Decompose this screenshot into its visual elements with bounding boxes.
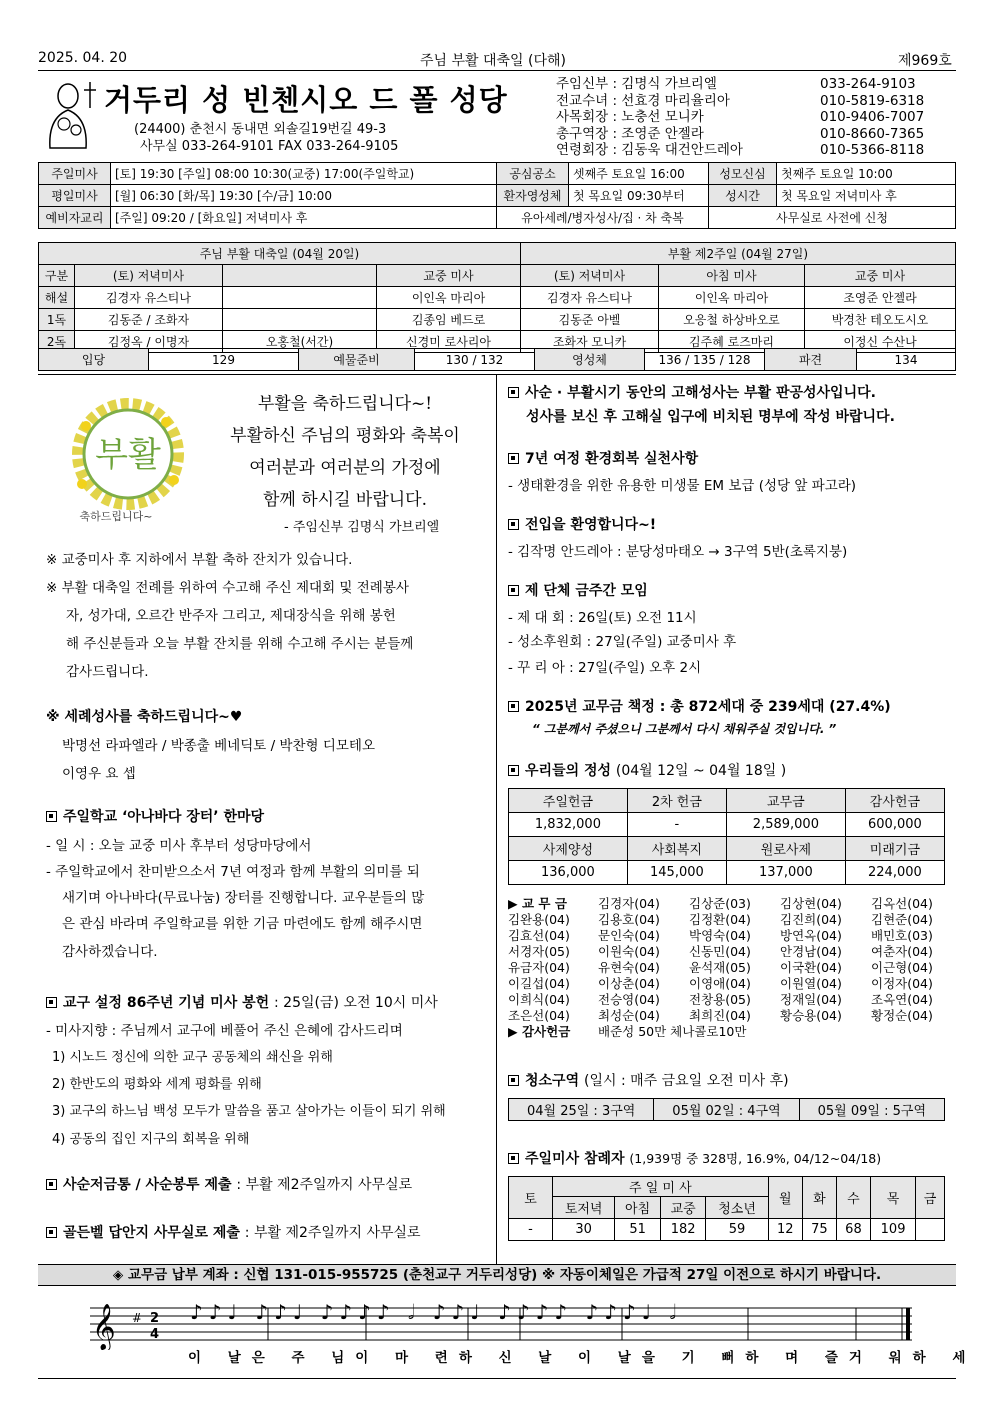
offering-table: 주일헌금 2차 헌금 교무금 감사헌금 1,832,000 - 2,589,000 600,000 사제양성 사회복지 원로사제 미래기금 136,000 145,000 137,000 224,000 — [508, 788, 945, 885]
baptism-title: ※ 세례성사를 축하드립니다~♥ — [46, 709, 243, 725]
confession-notice: 사순 · 부활시기 동안의 고해성사는 부활 판공성사입니다. — [508, 382, 876, 402]
staff-list — [556, 76, 924, 159]
mass-schedule-table: 주일미사 [토] 19:30 [주일] 08:00 10:30(교중) 17:00(주일학교) 공심공소 셋째주 토요일 16:00 성모신심 첫째주 토요일 10:00 평일미사 [월] 06:30 [화/목] 19:30 [수/금] 10:00 환자영성체 첫 목요일 09:30부터 성시간 첫 목요일 저녁미사 후 예비자교리 [주일] 09:20 / [화요일] 저녁미사 후 유아세례/병자성사/집 · 차 축복 사무실로 사전에 신청 — [38, 162, 956, 229]
school-title: 주일학교 ‘아나바다 장터’ 한마당 — [46, 806, 264, 826]
staff-row: 사목회장 : 노충선 모니카 010-9406-7007 — [556, 109, 925, 125]
anniversary-title: 교구 설정 86주년 기념 미사 봉헌 : 25일(금) 오전 10시 미사 — [46, 992, 438, 1012]
parish-name: 거두리 성 빈첸시오 드 폴 성당 — [104, 83, 508, 117]
music-notes: ♪♪♩ ♪♪♩ ♪♪♪♪ 𝅗𝅥 ♪♪♩ ♪♪♪♪ ♪♪♪♩ 𝅗𝅥 — [190, 1300, 682, 1324]
staff-row: 전교수녀 : 선효경 마리율리아 010-5819-6318 — [556, 92, 925, 109]
staff-row: 연령회장 : 김동욱 대건안드레아 010-5366-8118 — [556, 142, 925, 158]
svg-text:#: # — [132, 1311, 143, 1325]
hymn-lyrics: 이 날은 주 님이 마 련하 신 날 이 날을 기 뻐하 며 즐거 워하 세 — [188, 1350, 977, 1366]
lent-title: 사순저금통 / 사순봉투 제출 : 부활 제2주일까지 사무실로 — [46, 1174, 412, 1194]
attendance-title: 주일미사 참례자 (1,939명 중 328명, 16.9%, 04/12~04/18) — [508, 1148, 881, 1168]
staff-row: 총구역장 : 조영준 안젤라 010-8660-7365 — [556, 125, 925, 142]
dues-title: 2025년 교무금 책정 : 총 872세대 중 239세대 (27.4%) — [508, 696, 891, 716]
easter-greeting: 부활을 축하드립니다~! 부활하신 주님의 평화와 축복이 여러분과 여러분의 가정에 함께 하시길 바랍니다. — [230, 394, 460, 510]
parish-logo-icon — [40, 78, 100, 150]
svg-text:𝄞: 𝄞 — [92, 1304, 116, 1350]
issue-date: 2025. 04. 20 — [38, 50, 128, 66]
parish-address: (24400) 춘천시 동내면 외솔길19번길 49-3 — [134, 122, 387, 137]
issue-title: 주님 부활 대축일 (다해) — [420, 53, 566, 69]
goldenbell-title: 골든벨 답안지 사무실로 제출 : 부활 제2주일까지 사무실로 — [46, 1222, 421, 1242]
liturgy-roster-table: 주님 부활 대축일 (04월 20일) 부활 제2주일 (04월 27일) 구분 (토) 저녁미사 교중 미사 (토) 저녁미사 아침 미사 교중 미사 해설 김경자 유스티나 이인옥 마리아 김경자 유스티나 이인옥 마리아 조영준 안젤라 1독 김동준 / 조화자 김종임 베드로 김동준 아벨 오응철 하상바오로 박경찬 테오도시오 2독 김정옥 / 이명자 오홍철(서간) 신경미 로사리아 조화자 모니카 김주혜 로즈마리 이정신 수산나 — [38, 242, 956, 353]
easter-signature: - 주임신부 김명식 가브리엘 — [284, 520, 440, 535]
attendance-table: 토 주 일 미 사 월 화 수 목 금 토저녁 아침 교중 청소년 - 30 51 182 59 12 75 68 109 — [508, 1176, 945, 1241]
easter-logo-text: 부활 — [95, 435, 161, 475]
svg-text:축하드립니다~: 축하드립니다~ — [79, 510, 153, 523]
donor-list: ▶ 교 무 금 김경자(04) 김상준(03) 김상현(04) 김옥선(04) 김완용(04) 김용호(04) 김정환(04) 김진희(04) 김현준(04) 김효선(04) 문인숙(04) 박영숙(04) 방연옥(04) 배민호(03) 서경자(05) 이원숙(04) 신동민(04) 안경남(04) 여춘자(04) 유금자(04) 유현숙(04) 윤석재(05) 이국환(04) 이근형(04) 이길섭(04) 이상춘(04) 이영애(04) 이원열(04) 이정자(04) 이희식(04) 전승영(04) 전창용(05) 정재일(04) 조옥연(04) 조은선(04) 최성순(04) 최희진(04) 황승용(04) 황정순(04) ▶ 감사헌금 배준성 50만 체나콜로10만 — [508, 896, 933, 1039]
cleaning-title: 청소구역 (일시 : 매주 금요일 오전 미사 후) — [508, 1070, 789, 1090]
parish-office: 사무실 033-264-9101 FAX 033-264-9105 — [140, 139, 399, 154]
issue-number: 제969호 — [898, 53, 952, 69]
svg-text:2: 2 — [150, 1311, 160, 1326]
roster-stats-table: 입당 129 예물준비 130 / 132 영성체 136 / 135 / 128 파견 134 — [38, 348, 956, 371]
cleaning-table: 04월 25일 : 3구역 05월 02일 : 4구역 05월 09일 : 5구역 — [508, 1098, 945, 1121]
svg-text:4: 4 — [150, 1327, 160, 1342]
staff-row: 주임신부 : 김명식 가브리엘 033-264-9103 — [556, 76, 916, 92]
welcome-title: 전입을 환영합니다~! — [508, 514, 656, 534]
eco-title: 7년 여정 환경회복 실천사항 — [508, 448, 698, 468]
easter-wreath-icon — [56, 396, 206, 526]
account-footer: ◈ 교무금 납부 계좌 : 신협 131-015-955725 (춘천교구 거두리성당) ※ 자동이체일은 가급적 27일 이전으로 하시기 바랍니다. — [38, 1264, 956, 1286]
offering-title: 우리들의 정성 (04월 12일 ~ 04월 18일 ) — [508, 760, 786, 780]
groups-title: 제 단체 금주간 모임 — [508, 580, 648, 600]
